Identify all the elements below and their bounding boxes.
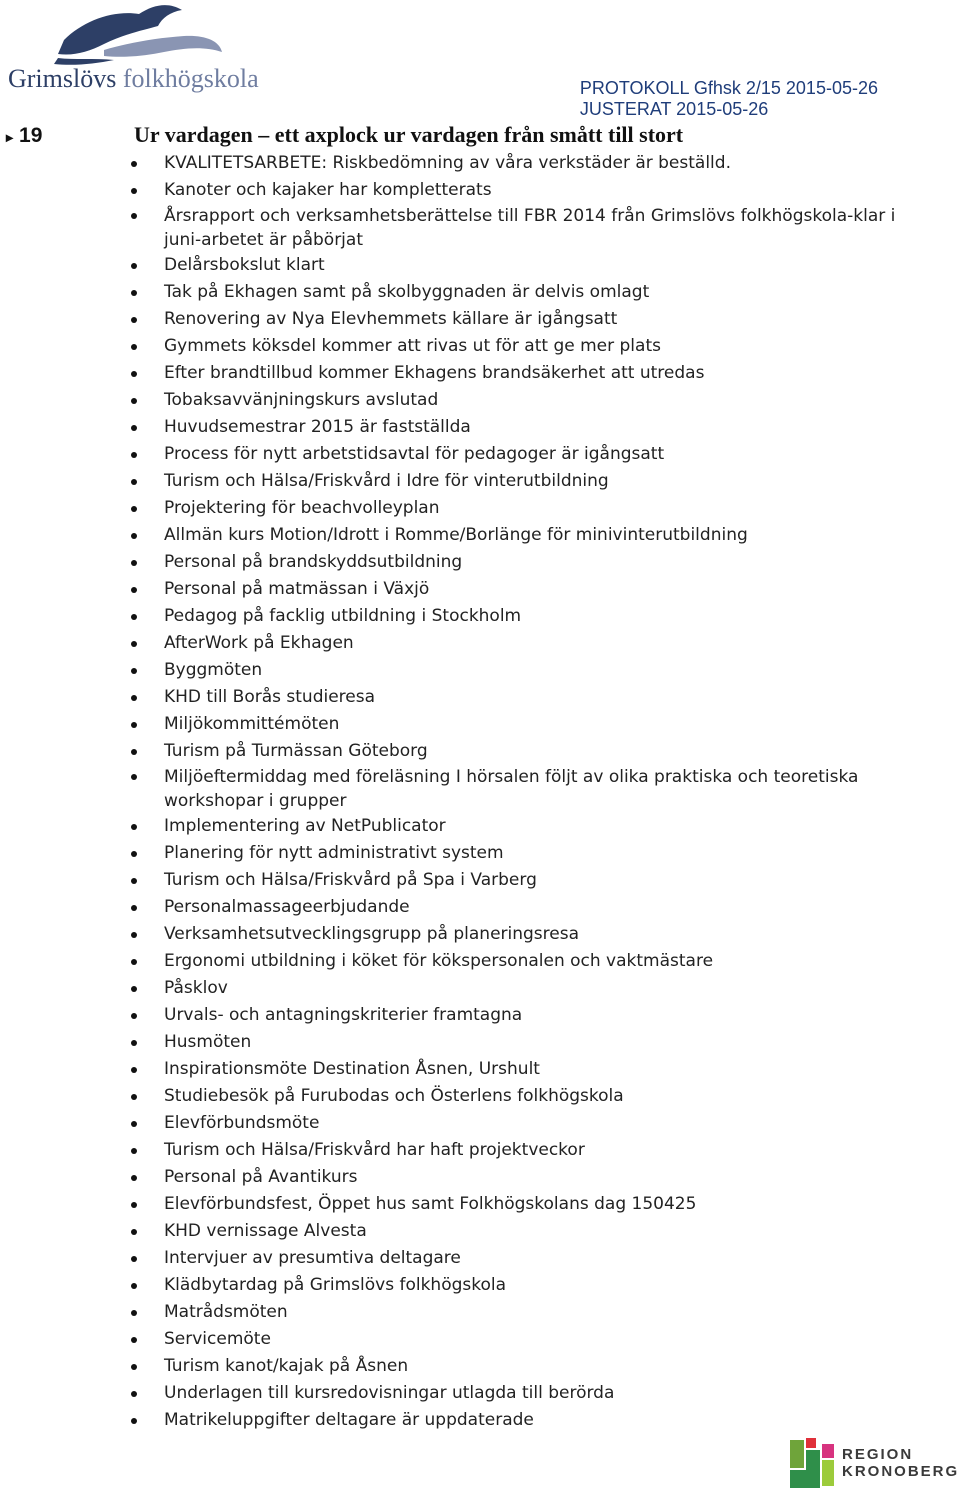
list-item — [0, 204, 960, 252]
bullet-icon — [131, 344, 137, 350]
list-item-text: Husmöten — [164, 1032, 252, 1052]
bullet-icon — [131, 824, 137, 830]
list-item — [0, 921, 960, 948]
logo-text: Grimslövs folkhögskola — [8, 64, 259, 93]
list-item — [0, 495, 960, 522]
list-item — [0, 414, 960, 441]
bullet-icon — [131, 1391, 137, 1397]
list-item-text: KHD till Borås studieresa — [164, 687, 376, 707]
list-item — [0, 813, 960, 840]
list-item — [0, 177, 960, 204]
list-item-text: Inspirationsmöte Destination Åsnen, Urshult — [164, 1059, 540, 1079]
list-item-text: Huvudsemestrar 2015 är fastställda — [164, 417, 471, 437]
list-item — [0, 1137, 960, 1164]
bullet-icon — [131, 290, 137, 296]
list-item — [0, 549, 960, 576]
list-item — [0, 657, 960, 684]
list-item-text: Studiebesök på Furubodas och Österlens folkhögskola — [164, 1086, 624, 1106]
list-item-text: Tobaksavvänjningskurs avslutad — [164, 390, 439, 410]
region-text: REGION KRONOBERG — [842, 1446, 960, 1480]
bullet-icon — [131, 1256, 137, 1262]
bullet-icon — [131, 213, 137, 219]
list-item-text: Ergonomi utbildning i köket för kökspersonalen och vaktmästare — [164, 951, 714, 971]
list-item — [0, 279, 960, 306]
list-item-text: Delårsbokslut klart — [164, 255, 325, 275]
list-item — [0, 441, 960, 468]
section-marker-icon: ▸ — [6, 129, 14, 145]
bullet-icon — [131, 774, 137, 780]
bullet-icon — [131, 398, 137, 404]
bullet-icon — [131, 1067, 137, 1073]
list-item-text: Planering för nytt administrativt system — [164, 843, 504, 863]
protocol-label: PROTOKOLL Gfhsk 2/15 2015-05-26 — [579, 78, 878, 98]
list-item — [0, 975, 960, 1002]
list-item-text: KHD vernissage Alvesta — [164, 1221, 367, 1241]
bullet-icon — [131, 1310, 137, 1316]
section-title: Ur vardagen – ett axplock ur vardagen från smått till stort — [134, 122, 684, 147]
list-item — [0, 1083, 960, 1110]
list-item-text: Miljökommittémöten — [164, 714, 340, 734]
bullet-icon — [131, 641, 137, 647]
list-item — [0, 522, 960, 549]
bullet-icon — [131, 851, 137, 857]
bullet-icon — [131, 371, 137, 377]
school-logo — [4, 0, 259, 96]
bullet-icon — [131, 533, 137, 539]
bullet-icon — [131, 1121, 137, 1127]
list-item-text: Projektering för beachvolleyplan — [164, 498, 440, 518]
list-item — [0, 948, 960, 975]
bullet-icon — [131, 986, 137, 992]
list-item-text: Miljöeftermiddag med föreläsning I hörsalen följt av olika praktiska och teoretiska workshopar i grupper — [164, 767, 859, 811]
list-item-text: Renovering av Nya Elevhemmets källare är igångsatt — [164, 309, 618, 329]
list-item — [0, 360, 960, 387]
bullet-icon — [131, 878, 137, 884]
horse-logo-icon — [44, 0, 224, 70]
bullet-icon — [131, 587, 137, 593]
bullet-icon — [131, 932, 137, 938]
bullet-icon — [131, 161, 137, 167]
list-item-text: Påsklov — [164, 978, 228, 998]
list-item-text: Process för nytt arbetstidsavtal för pedagoger är igångsatt — [164, 444, 665, 464]
list-item-text: KVALITETSARBETE: Riskbedömning av våra verkstäder är beställd. — [164, 153, 731, 173]
bullet-icon — [131, 452, 137, 458]
list-item-text: Klädbytardag på Grimslövs folkhögskola — [164, 1275, 507, 1295]
list-item — [0, 1353, 960, 1380]
list-item-text: Byggmöten — [164, 660, 263, 680]
region-logo-icon — [790, 1438, 836, 1490]
list-item-text: Urvals- och antagningskriterier framtagna — [164, 1005, 523, 1025]
list-item-text: Kanoter och kajaker har kompletterats — [164, 180, 492, 200]
bullet-icon — [131, 695, 137, 701]
list-item-text: Matrådsmöten — [164, 1302, 288, 1322]
bullet-icon — [131, 1148, 137, 1154]
list-item — [0, 1407, 960, 1434]
bullet-icon — [131, 614, 137, 620]
section-number: ▸ 19 — [6, 124, 43, 147]
justerat-label: JUSTERAT 2015-05-26 — [579, 99, 769, 119]
list-item — [0, 1110, 960, 1137]
list-item-text: Årsrapport och verksamhetsberättelse till FBR 2014 från Grimslövs folkhögskola-klar i juni-arbetet är påbörjat — [164, 206, 896, 250]
list-item-text: Servicemöte — [164, 1329, 271, 1349]
list-item — [0, 1056, 960, 1083]
bullet-icon — [131, 1040, 137, 1046]
list-item-text: Personal på matmässan i Växjö — [164, 579, 430, 599]
list-item-text: Turism kanot/kajak på Åsnen — [164, 1356, 409, 1376]
list-item-text: Personal på brandskyddsutbildning — [164, 552, 463, 572]
bullet-icon — [131, 1283, 137, 1289]
bullet-icon — [131, 668, 137, 674]
bullet-icon — [131, 905, 137, 911]
list-item-text: Turism och Hälsa/Friskvård på Spa i Varberg — [164, 870, 537, 890]
list-item-text: Underlagen till kursredovisningar utlagda till berörda — [164, 1383, 615, 1403]
list-item — [0, 840, 960, 867]
bullet-icon — [131, 479, 137, 485]
bullet-icon — [131, 188, 137, 194]
list-item-text: Turism och Hälsa/Friskvård har haft projektveckor — [164, 1140, 585, 1160]
list-item — [0, 1245, 960, 1272]
protocol-header — [580, 78, 878, 120]
bullet-icon — [131, 959, 137, 965]
list-item-text: Elevförbundsmöte — [164, 1113, 320, 1133]
list-item-text: Pedagog på facklig utbildning i Stockholm — [164, 606, 522, 626]
region-kronoberg-logo — [790, 1438, 960, 1490]
list-item-text: Personalmassageerbjudande — [164, 897, 410, 917]
bullet-icon — [131, 1013, 137, 1019]
list-item — [0, 1326, 960, 1353]
list-item — [0, 1272, 960, 1299]
list-item — [0, 1164, 960, 1191]
list-item — [0, 306, 960, 333]
list-item — [0, 603, 960, 630]
list-item — [0, 1380, 960, 1407]
bullet-icon — [131, 425, 137, 431]
list-item-text: Gymmets köksdel kommer att rivas ut för att ge mer plats — [164, 336, 661, 356]
list-item — [0, 630, 960, 657]
bullet-icon — [131, 1337, 137, 1343]
bullet-icon — [131, 1229, 137, 1235]
list-item-text: Matrikeluppgifter deltagare är uppdaterade — [164, 1410, 534, 1430]
list-item-text: Turism och Hälsa/Friskvård i Idre för vinterutbildning — [164, 471, 609, 491]
list-item — [0, 1191, 960, 1218]
list-item — [0, 576, 960, 603]
list-item — [0, 711, 960, 738]
bullet-icon — [131, 560, 137, 566]
list-item — [0, 765, 960, 813]
list-item-text: Personal på Avantikurs — [164, 1167, 358, 1187]
bullet-icon — [131, 1202, 137, 1208]
list-item — [0, 150, 960, 177]
list-item — [0, 1029, 960, 1056]
list-item-text: Turism på Turmässan Göteborg — [164, 741, 428, 761]
list-item-text: Elevförbundsfest, Öppet hus samt Folkhögskolans dag 150425 — [164, 1194, 697, 1214]
list-item — [0, 333, 960, 360]
bullet-icon — [131, 1418, 137, 1424]
bullet-icon — [131, 263, 137, 269]
list-item-text: Intervjuer av presumtiva deltagare — [164, 1248, 461, 1268]
bullet-icon — [131, 722, 137, 728]
list-item — [0, 684, 960, 711]
list-item — [0, 738, 960, 765]
bullet-icon — [131, 1364, 137, 1370]
list-item-text: Implementering av NetPublicator — [164, 816, 446, 836]
list-item — [0, 1218, 960, 1245]
list-item — [0, 387, 960, 414]
bullet-icon — [131, 317, 137, 323]
list-item-text: Tak på Ekhagen samt på skolbyggnaden är delvis omlagt — [164, 282, 650, 302]
list-item-text: AfterWork på Ekhagen — [164, 633, 354, 653]
list-item — [0, 867, 960, 894]
list-item — [0, 1002, 960, 1029]
list-item — [0, 468, 960, 495]
list-item-text: Verksamhetsutvecklingsgrupp på planeringsresa — [164, 924, 580, 944]
bullet-icon — [131, 749, 137, 755]
bullet-icon — [131, 1175, 137, 1181]
list-item-text: Allmän kurs Motion/Idrott i Romme/Borlänge för minivinterutbildning — [164, 525, 748, 545]
activity-list — [0, 150, 960, 1434]
list-item-text: Efter brandtillbud kommer Ekhagens brandsäkerhet att utredas — [164, 363, 705, 383]
bullet-icon — [131, 506, 137, 512]
list-item — [0, 252, 960, 279]
bullet-icon — [131, 1094, 137, 1100]
list-item — [0, 1299, 960, 1326]
list-item — [0, 894, 960, 921]
